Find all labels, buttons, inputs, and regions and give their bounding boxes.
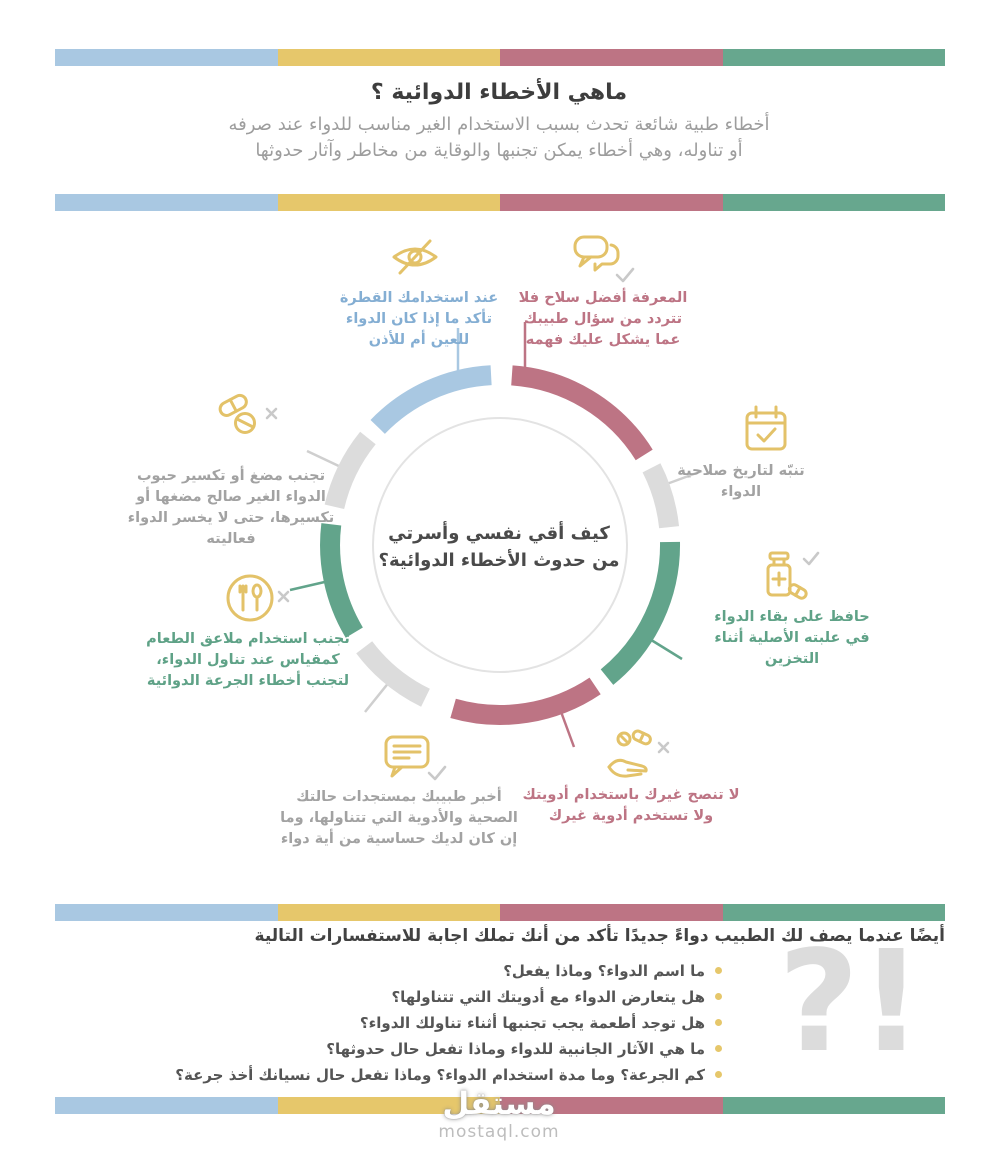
bar-segment-green bbox=[723, 194, 946, 211]
crossed-eye-icon bbox=[389, 229, 461, 289]
tip-text-inform: أخبر طبيبك بمستجدات حالتك الصحية والأدوية التي تتناولها، وما إن كان لديك حساسية من أية دواء bbox=[280, 789, 518, 847]
hand-pills-icon bbox=[604, 725, 676, 785]
bar-segment-blue bbox=[55, 49, 278, 66]
arc-segment-sharing bbox=[453, 686, 595, 715]
watermark-arabic-logo: مستقل bbox=[442, 1086, 556, 1122]
connector-sharing bbox=[560, 709, 574, 747]
bar-segment-blue bbox=[55, 194, 278, 211]
tip-text-knowledge: المعرفة أفضل سلاح فلا تتردد من سؤال طبيبك عما يشكل عليك فهمه bbox=[518, 290, 688, 348]
tip-text-spoons: تجنب استخدام ملاعق الطعام كمقياس عند تناول الدواء، لتجنب أخطاء الجرعة الدوائية bbox=[146, 631, 350, 689]
divider-bar-above-footer bbox=[55, 904, 945, 921]
question-item: ما هي الآثار الجانبية للدواء وماذا تفعل حال حدوثها؟ bbox=[175, 1036, 722, 1062]
page-title: ماهي الأخطاء الدوائية ؟ bbox=[370, 80, 628, 105]
diagram-center-question bbox=[349, 520, 649, 574]
question-item: هل توجد أطعمة يجب تجنبها أثناء تناولك الدواء؟ bbox=[175, 1010, 722, 1036]
watermark bbox=[0, 1086, 998, 1142]
bar-segment-green bbox=[723, 49, 946, 66]
tip-text-expiry: تنبّه لتاريخ صلاحية الدواء bbox=[677, 463, 805, 500]
questions-list bbox=[175, 958, 722, 1088]
bar-segment-green bbox=[723, 904, 946, 921]
divider-bar-under-header bbox=[55, 194, 945, 211]
subtitle-line-1: أخطاء طبية شائعة تحدث بسبب الاستخدام الغير مناسب للدواء عند صرفه bbox=[228, 114, 770, 135]
question-item: هل يتعارض الدواء مع أدويتك التي تتناولها؟ bbox=[175, 984, 722, 1010]
divider-bar-top bbox=[55, 49, 945, 66]
arc-segment-drops bbox=[378, 375, 491, 427]
arc-segment-crushing bbox=[334, 438, 368, 507]
message-icon bbox=[381, 729, 453, 789]
connector-storage bbox=[648, 638, 682, 659]
connector-inform bbox=[365, 681, 390, 712]
question-item: كم الجرعة؟ وما مدة استخدام الدواء؟ وماذا تفعل حال نسيانك أخذ جرعة؟ bbox=[175, 1062, 722, 1088]
page-subtitle bbox=[0, 112, 998, 164]
medicine-bottle-icon bbox=[756, 549, 828, 609]
footer-heading: أيضًا عندما يصف لك الطبيب دواءً جديدًا تأكد من أنك تملك اجابة للاستفسارات التالية bbox=[254, 926, 945, 946]
cutlery-icon bbox=[224, 568, 296, 628]
question-exclamation-graphic: ?! bbox=[778, 921, 924, 1084]
tip-text-sharing: لا تنصح غيرك باستخدام أدويتك ولا تستخدم أدوية غيرك bbox=[522, 787, 740, 824]
subtitle-line-2: أو تناوله، وهي أخطاء يمكن تجنبها والوقاية من مخاطر وآثار حدوثها bbox=[255, 140, 743, 161]
arc-segment-inform bbox=[364, 647, 425, 698]
center-question-line-2: من حدوث الأخطاء الدوائية؟ bbox=[378, 550, 620, 571]
bar-segment-blue bbox=[55, 904, 278, 921]
center-question-line-1: كيف أقي نفسي وأسرتي bbox=[388, 523, 610, 544]
bar-segment-yellow bbox=[278, 194, 501, 211]
watermark-domain: mostaql.com bbox=[438, 1122, 560, 1142]
bar-segment-pink bbox=[500, 49, 723, 66]
tip-text-crushing: تجنب مضغ أو تكسير حبوب الدواء الغير صالح مضغها أو تكسيرها، حتى لا يخسر الدواء فعاليته bbox=[127, 468, 335, 547]
bar-segment-pink bbox=[500, 194, 723, 211]
pills-icon bbox=[214, 385, 286, 445]
calendar-check-icon bbox=[740, 401, 812, 461]
bar-segment-yellow bbox=[278, 49, 501, 66]
question-item: ما اسم الدواء؟ وماذا يفعل؟ bbox=[175, 958, 722, 984]
chat-bubbles-icon bbox=[571, 231, 643, 291]
bar-segment-pink bbox=[500, 904, 723, 921]
tip-text-storage: حافظ على بقاء الدواء في علبته الأصلية أثناء التخزين bbox=[714, 609, 870, 667]
tip-text-drops: عند استخدامك القطرة تأكد ما إذا كان الدواء للعين أم للأذن bbox=[339, 290, 499, 348]
bar-segment-yellow bbox=[278, 904, 501, 921]
